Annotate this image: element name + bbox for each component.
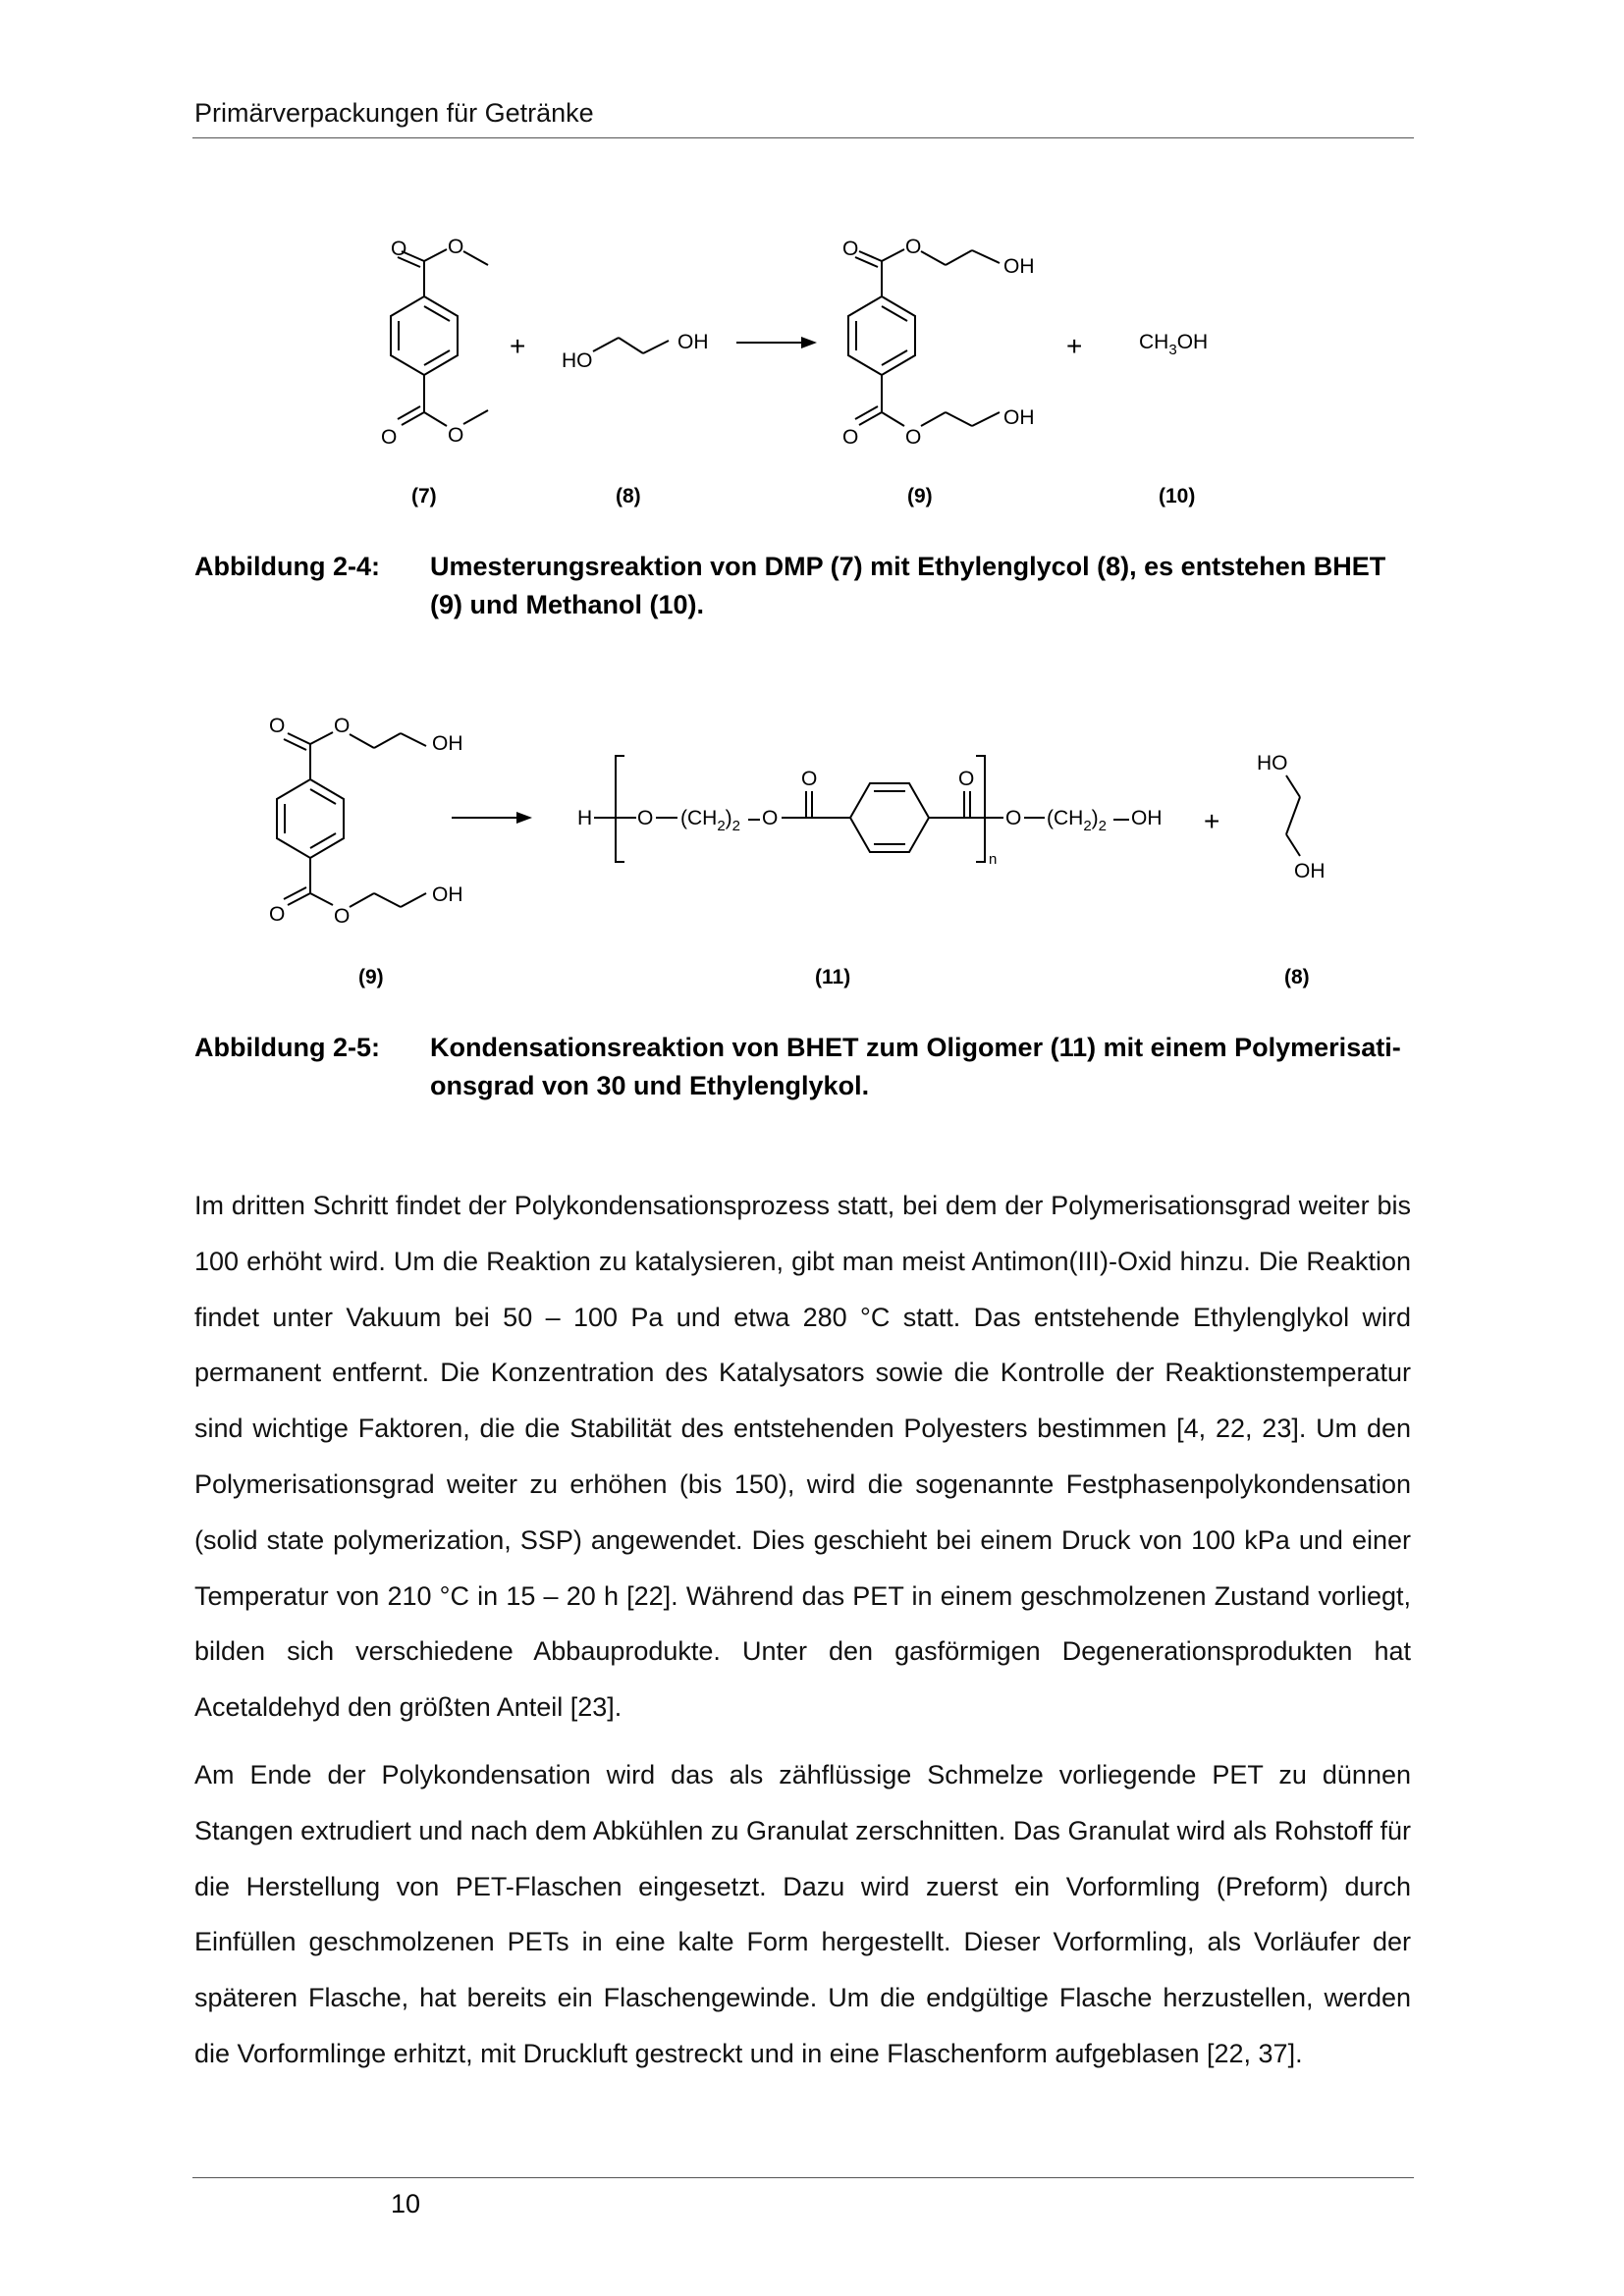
footer-rule xyxy=(192,2177,1414,2178)
atom-label: O xyxy=(334,905,351,928)
oligomer-structure xyxy=(577,756,1163,868)
reaction-arrowhead xyxy=(801,337,817,348)
atom-label: O xyxy=(842,238,859,260)
atom-label: OH xyxy=(677,331,709,353)
plus-sign: + xyxy=(1204,806,1220,836)
caption-label: Abbildung 2-4: xyxy=(194,552,380,581)
figure-2-5-scheme xyxy=(0,687,1624,1011)
atom-label: O xyxy=(448,424,464,447)
compound-label-7: (7) xyxy=(411,485,437,507)
atom-label: O xyxy=(905,426,922,449)
reaction-arrowhead xyxy=(516,812,532,824)
ethylene-glycol-structure xyxy=(1286,775,1300,856)
atom-label: O xyxy=(801,768,818,790)
atom-label: O xyxy=(762,807,779,829)
compound-label-9: (9) xyxy=(358,966,384,988)
right-bracket xyxy=(976,756,985,862)
page-number: 10 xyxy=(391,2189,421,2218)
atom-label: O xyxy=(637,807,654,829)
ethylene-glycol-structure xyxy=(593,338,669,353)
atom-label: O xyxy=(381,426,398,449)
atom-label: O xyxy=(905,236,922,258)
atom-label: OH xyxy=(1003,255,1035,278)
atom-label: O xyxy=(334,715,351,737)
atom-label: OH xyxy=(432,883,463,906)
atom-label: OH xyxy=(1131,807,1163,829)
atom-label: O xyxy=(269,715,286,737)
ch2-group: $(CH_2)_2$ xyxy=(1047,807,1108,834)
compound-label-8: (8) xyxy=(616,485,641,507)
caption-label: Abbildung 2-5: xyxy=(194,1033,380,1062)
plus-sign: + xyxy=(510,331,526,361)
figure-2-4-scheme xyxy=(0,0,1624,550)
compound-label-9: (9) xyxy=(907,485,933,507)
paragraph: Im dritten Schritt findet der Polykondensationsprozess statt, bei dem der Polymerisationsgrad weiter bis 100 erhöht wird. Um die Reaktion zu katalysieren, gibt man meist Antimon(III)-Oxid hinzu. Die Reaktion findet unter Vakuum bei 50 – 100 Pa und etwa 280 °C statt. Das entstehende Ethylenglykol wird permanent entfernt. Die Konzentration des Katalysators sowie die Kontrolle der Reaktionstemperatur sind wichtige Faktoren, die die Stabilität des entstehenden Polyesters bestimmen [4, 22, 23]. Um den Polymerisationsgrad weiter zu erhöhen (bis 150), wird die sogenannte Festphasenpolykondensation (solid state polymerization, SSP) angewendet. Dies geschieht bei einem Druck von 100 kPa und einer Temperatur von 210 °C in 15 – 20 h [22]. Während das PET in einem geschmolzenen Zustand vorliegt, bilden sich verschiedene Abbauprodukte. Unter den gasförmigen Degenerationsprodukten hat Acetaldehyd den größten Anteil [23]. xyxy=(194,1191,1411,1723)
paragraph: Am Ende der Polykondensation wird das als zähflüssige Schmelze vorliegende PET zu dünnen Stangen extrudiert und nach dem Abkühlen zu Granulat zerschnitten. Das Granulat wird als Rohstoff für die Herstellung von PET-Flaschen eingesetzt. Dazu wird zuerst ein Vorformling (Preform) durch Einfüllen geschmolzenen PETs in eine kalte Form hergestellt. Dieser Vorformling, als Vorläufer der späteren Flasche, hat bereits ein Flaschengewinde. Um die endgültige Flasche herzustellen, werden die Vorformlinge erhitzt, mit Druckluft gestreckt und in eine Flaschenform aufgeblasen [22, 37]. xyxy=(194,1760,1411,2068)
plus-sign: + xyxy=(1066,331,1083,361)
dmp-structure xyxy=(391,249,488,426)
bhet-structure xyxy=(848,249,1000,426)
caption-text: Kondensationsreaktion von BHET zum Oligomer (11) mit einem Polymerisationsgrad von 30 und Ethylenglykol. xyxy=(430,1033,1401,1100)
atom-label: OH xyxy=(432,732,463,755)
atom-label: OH xyxy=(1294,860,1326,882)
bhet-structure xyxy=(277,732,426,907)
atom-label: O xyxy=(958,768,975,790)
left-bracket xyxy=(616,756,624,862)
running-header: Primärverpackungen für Getränke xyxy=(194,98,594,128)
compound-label-8: (8) xyxy=(1284,966,1310,988)
atom-label: HO xyxy=(1257,752,1288,774)
atom-label: O xyxy=(1005,807,1022,829)
atom-label: H xyxy=(577,807,593,829)
atom-label: O xyxy=(842,426,859,449)
compound-label-10: (10) xyxy=(1159,485,1196,507)
caption-text: Umesterungsreaktion von DMP (7) mit Ethylenglycol (8), es entstehen BHET (9) und Methanol (10). xyxy=(430,552,1386,619)
atom-label: O xyxy=(391,238,407,260)
atom-label: OH xyxy=(1003,406,1035,429)
atom-label: O xyxy=(269,903,286,926)
ch2-group: $(CH_2)_2$ xyxy=(680,807,741,834)
repeat-count: n xyxy=(989,851,998,868)
atom-label: O xyxy=(448,236,464,258)
compound-label-11: (11) xyxy=(815,966,851,988)
methanol-formula: $CH_3OH$ xyxy=(1139,331,1209,358)
atom-label: HO xyxy=(562,349,593,372)
